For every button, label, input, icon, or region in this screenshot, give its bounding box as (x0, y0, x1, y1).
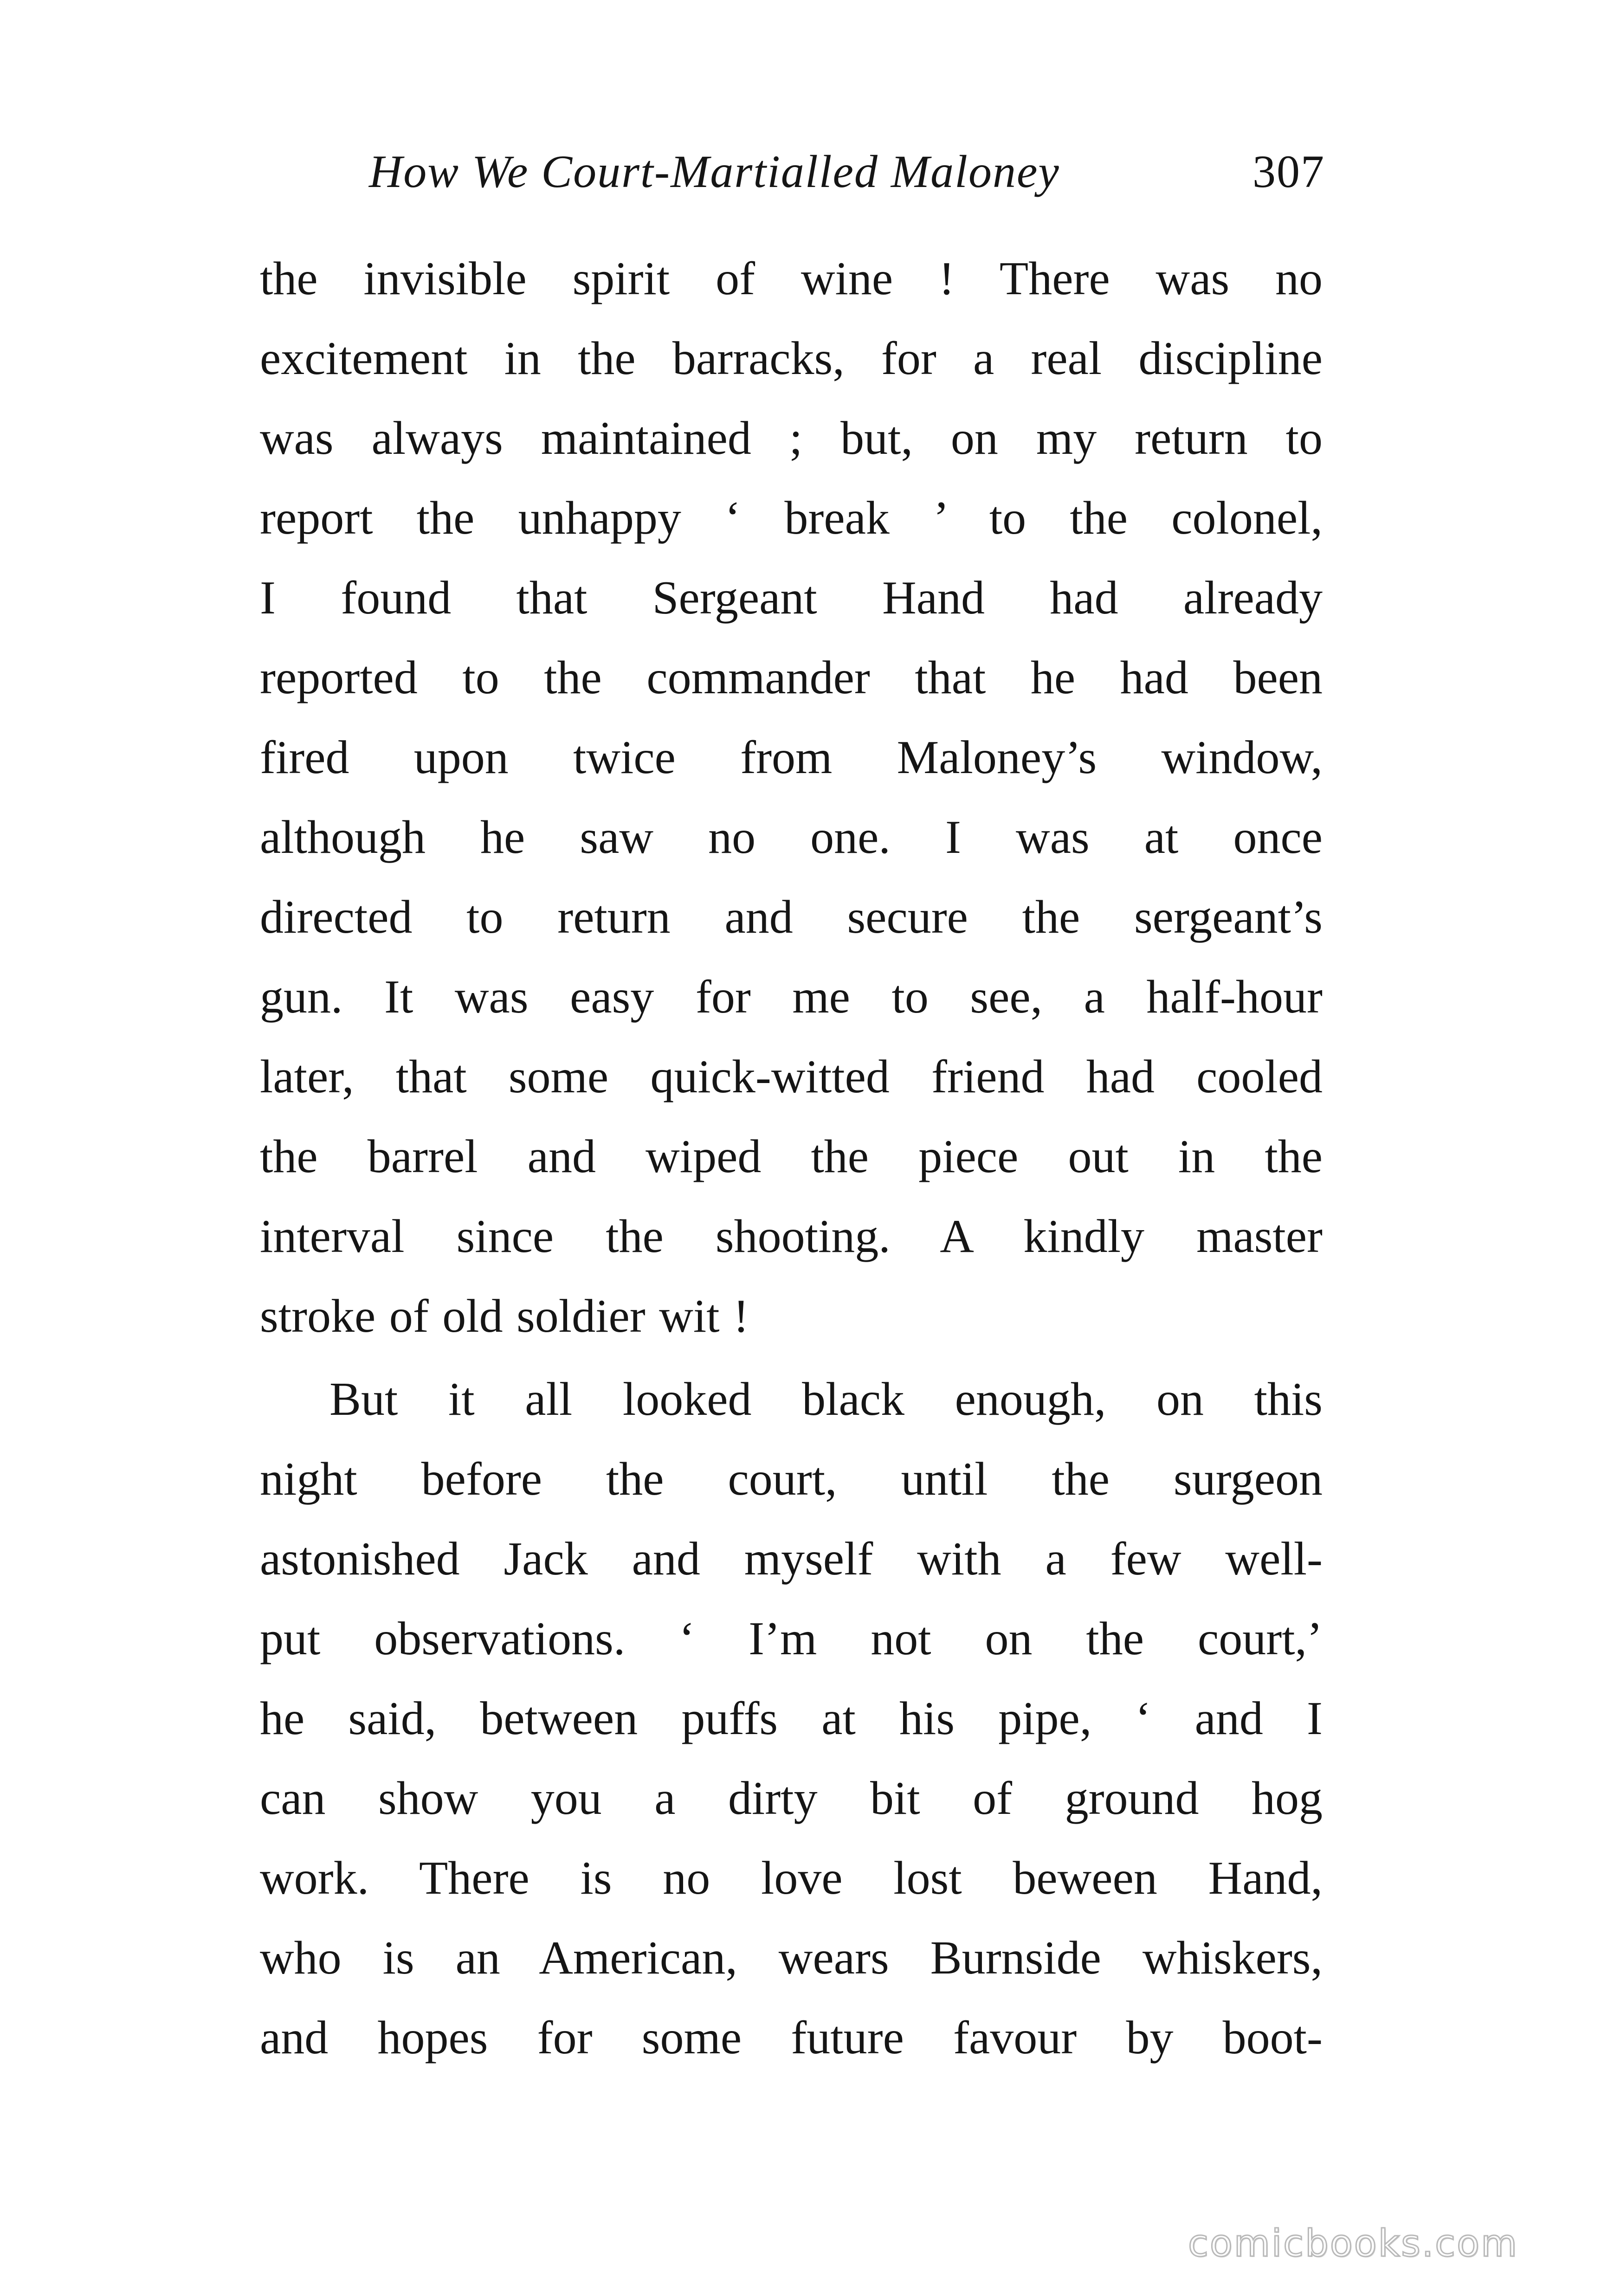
text-line: astonished Jack and myself with a few well- (260, 1533, 1323, 1585)
text-line: the barrel and wiped the piece out in the (260, 1130, 1323, 1183)
text-line: the invisible spirit of wine ! There was no (260, 252, 1323, 305)
text-line: stroke of old soldier wit ! (260, 1290, 749, 1342)
text-line: can show you a dirty bit of ground hog (260, 1772, 1323, 1825)
text-line: who is an American, wears Burnside whiskers, (260, 1932, 1323, 1984)
text-line: I found that Sergeant Hand had already (260, 572, 1323, 624)
text-line: fired upon twice from Maloney’s window, (260, 731, 1323, 784)
running-head-title: How We Court-Martialled Maloney (369, 146, 1060, 197)
text-line: later, that some quick-witted friend had cooled (260, 1051, 1323, 1103)
paragraph-2 (260, 1360, 1323, 2078)
text-line: But it all looked black enough, on this (329, 1373, 1323, 1425)
paragraph-1 (260, 239, 1323, 1356)
text-line: work. There is no love lost beween Hand, (260, 1852, 1323, 1904)
text-line: excitement in the barracks, for a real discipline (260, 332, 1323, 385)
text-line: was always maintained ; but, on my return to (260, 412, 1323, 464)
text-line: report the unhappy ‘ break ’ to the colonel, (260, 492, 1323, 544)
watermark: comicbooks.com (1188, 2222, 1519, 2265)
running-header (369, 139, 1325, 204)
text-line: put observations. ‘ I’m not on the court,’ (260, 1612, 1323, 1665)
text-line: although he saw no one. I was at once (260, 811, 1323, 864)
text-line: and hopes for some future favour by boot- (260, 2012, 1323, 2064)
text-line: reported to the commander that he had been (260, 651, 1323, 704)
text-line: night before the court, until the surgeon (260, 1453, 1323, 1505)
text-line: gun. It was easy for me to see, a half-hour (260, 971, 1323, 1023)
text-line: directed to return and secure the sergeant’s (260, 891, 1323, 943)
text-line: interval since the shooting. A kindly master (260, 1210, 1323, 1263)
text-line: he said, between puffs at his pipe, ‘ and I (260, 1692, 1323, 1745)
page-number: 307 (1252, 146, 1325, 197)
